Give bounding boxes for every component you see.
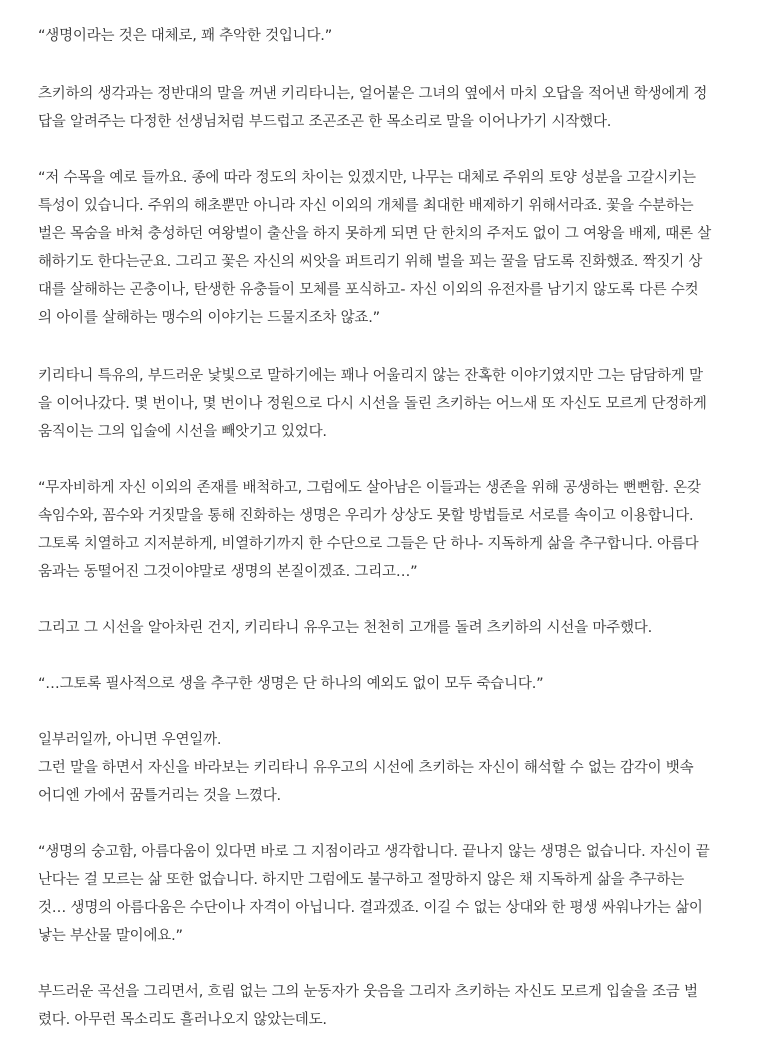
text-line: 어디엔 가에서 꿈틀거리는 것을 느꼈다. xyxy=(38,788,281,804)
text-line: 움직이는 그의 입술에 시선을 빼앗기고 있었다. xyxy=(38,424,327,440)
text-line: 부드러운 곡선을 그리면서, 흐림 없는 그의 눈동자가 웃음을 그리자 츠키하는 자신도 모르게 입술을 조금 벌 xyxy=(38,984,698,1000)
text-line: 움과는 동떨어진 그것이야말로 생명의 본질이겠죠. 그리고…” xyxy=(38,564,418,580)
text-line: 그런 말을 하면서 자신을 바라보는 키리타니 유우고의 시선에 츠키하는 자신이 해석할 수 없는 감각이 뱃속 xyxy=(38,760,694,776)
text-line: 을 이어나갔다. 몇 번이나, 몇 번이나 정원으로 다시 시선을 돌린 츠키하는 어느새 또 자신도 모르게 단정하게 xyxy=(38,396,707,412)
text-line: 해하기도 한다는군요. 그리고 꽃은 자신의 씨앗을 퍼트리기 위해 벌을 꾀는 꿀을 담도록 진화했죠. 짝짓기 상 xyxy=(38,254,703,270)
text-line: 답을 알려주는 다정한 선생님처럼 부드럽고 조곤조곤 한 목소리로 말을 이어나가기 시작했다. xyxy=(38,114,612,130)
text-line: “무자비하게 자신 이외의 존재를 배척하고, 그럼에도 살아남은 이들과는 생존을 위해 공생하는 뻔뻔함. 온갖 xyxy=(38,480,701,496)
text-line: “생명의 숭고함, 아름다움이 있다면 바로 그 지점이라고 생각합니다. 끝나지 않는 생명은 없습니다. 자신이 끝 xyxy=(38,844,710,860)
text-line: 벌은 목숨을 바쳐 충성하던 여왕벌이 출산을 하지 못하게 되면 단 한치의 주저도 없이 그 여왕을 배제, 때론 살 xyxy=(38,226,712,242)
text-line: 속임수와, 꼼수와 거짓말을 통해 진화하는 생명은 우리가 상상도 못할 방법들로 서로를 속이고 이용합니다. xyxy=(38,508,694,524)
text-line: 난다는 걸 모르는 삶 또한 없습니다. 하지만 그럼에도 불구하고 절망하지 않은 채 지독하게 삶을 추구하는 xyxy=(38,872,685,888)
text-line: 그토록 치열하고 지저분하게, 비열하기까지 한 수단으로 그들은 단 하나- 지독하게 삶을 추구합니다. 아름다 xyxy=(38,536,699,552)
text-line: 것… 생명의 아름다움은 수단이나 자격이 아닙니다. 결과겠죠. 이길 수 없는 상대와 한 평생 싸워나가는 삶이 xyxy=(38,900,703,916)
text-line: 특성이 있습니다. 주위의 해초뿐만 아니라 자신 이외의 개체를 최대한 배제하기 위해서라죠. 꽃을 수분하는 xyxy=(38,198,694,214)
text-line: “…그토록 필사적으로 생을 추구한 생명은 단 하나의 예외도 없이 모두 죽습니다.” xyxy=(38,676,544,692)
text-line: “생명이라는 것은 대체로, 꽤 추악한 것입니다.” xyxy=(38,28,333,44)
text-line: 대를 살해하는 곤충이나, 탄생한 유충들이 모체를 포식하고- 자신 이외의 유전자를 남기지 않도록 다른 수컷 xyxy=(38,282,699,298)
text-line: “저 수목을 예로 들까요. 종에 따라 정도의 차이는 있겠지만, 나무는 대체로 주위의 토양 성분을 고갈시키는 xyxy=(38,170,696,186)
text-line: 의 아이를 살해하는 맹수의 이야기는 드물지조차 않죠.” xyxy=(38,310,380,326)
text-line: 츠키하의 생각과는 정반대의 말을 꺼낸 키리타니는, 얼어붙은 그녀의 옆에서 마치 오답을 적어낸 학생에게 정 xyxy=(38,86,708,102)
text-line: 그리고 그 시선을 알아차린 건지, 키리타니 유우고는 천천히 고개를 돌려 츠키하의 시선을 마주했다. xyxy=(38,620,653,636)
text-line: 낳는 부산물 말이에요.” xyxy=(38,928,183,944)
text-line: 키리타니 특유의, 부드러운 낯빛으로 말하기에는 꽤나 어울리지 않는 잔혹한 이야기였지만 그는 담담하게 말 xyxy=(38,368,703,384)
text-line: 렸다. 아무런 목소리도 흘러나오지 않았는데도. xyxy=(38,1012,327,1028)
text-line: 일부러일까, 아니면 우연일까. xyxy=(38,732,222,748)
